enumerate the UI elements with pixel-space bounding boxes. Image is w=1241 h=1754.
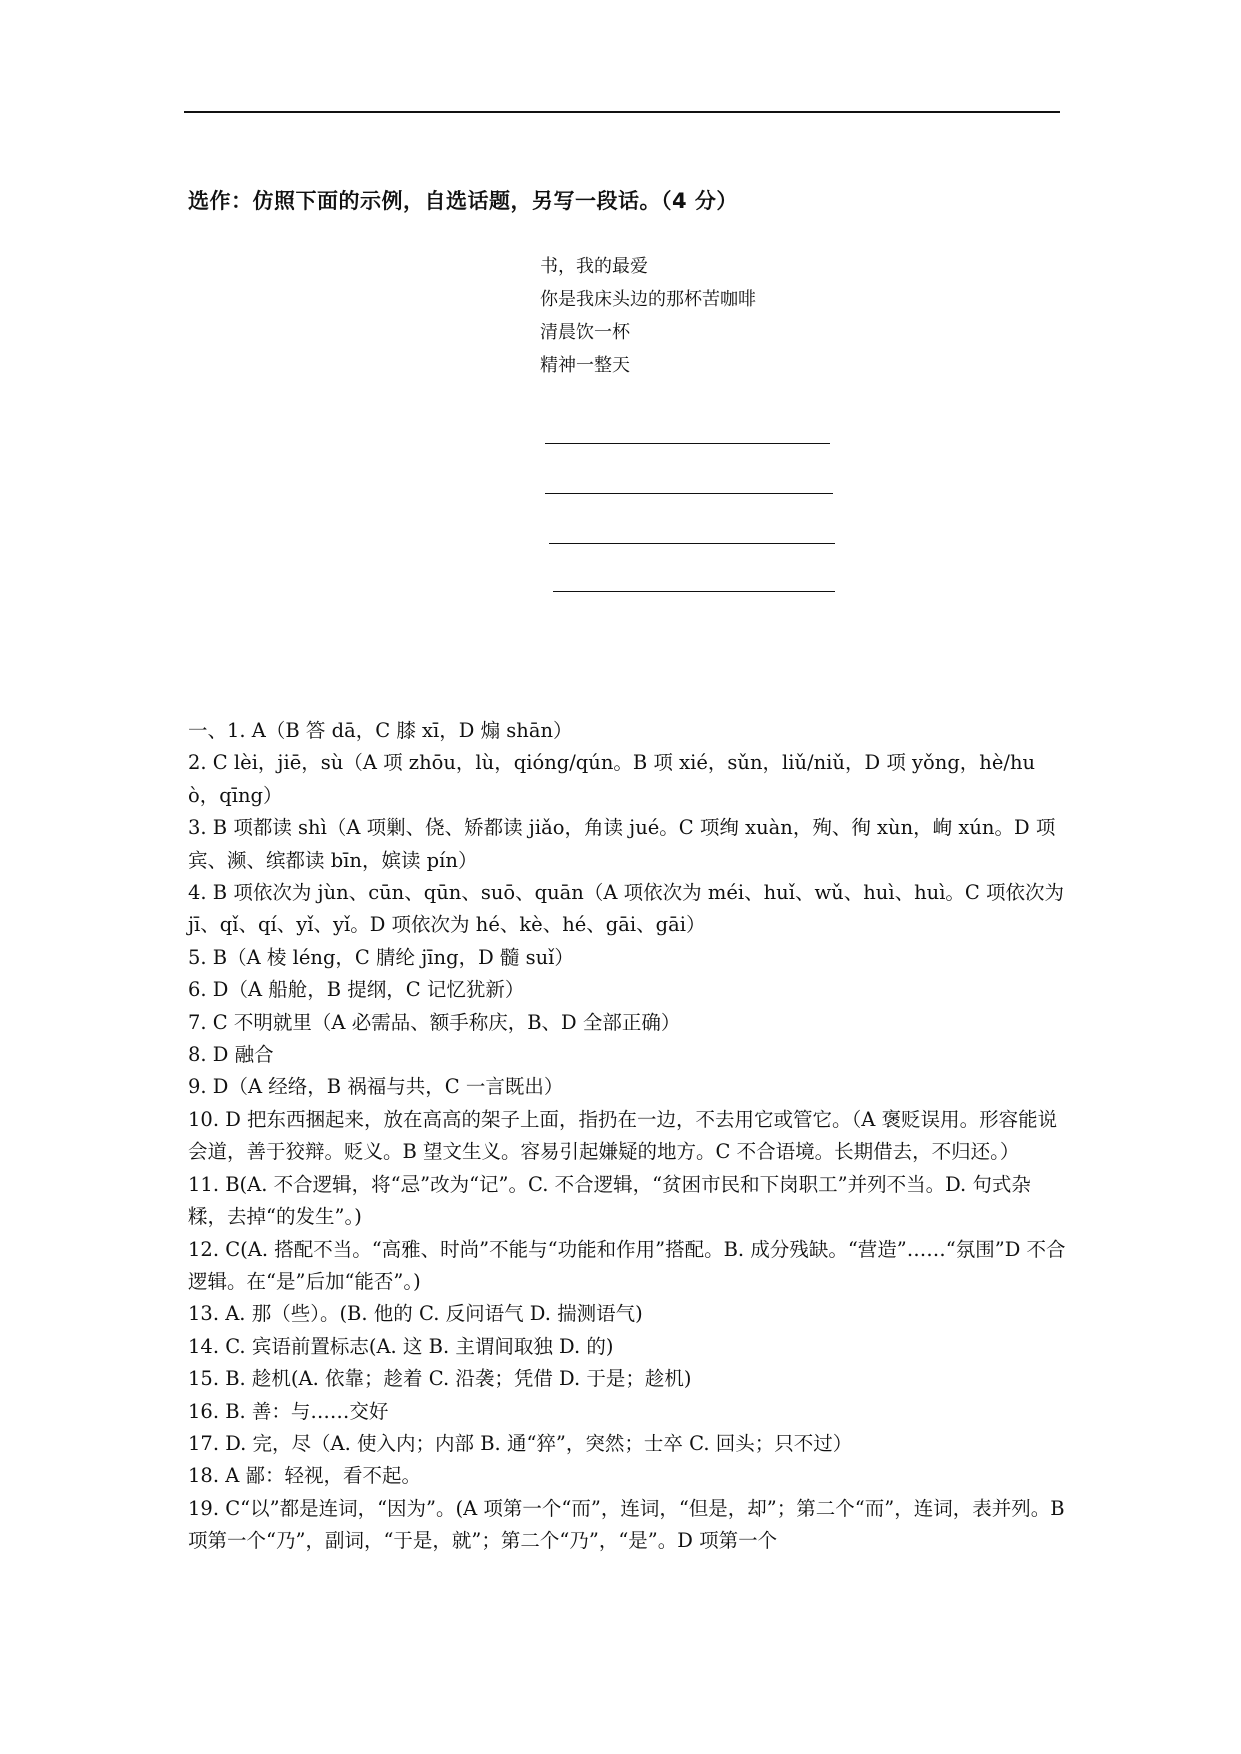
answer-item: 14. C. 宾语前置标志(A. 这 B. 主谓间取独 D. 的) — [188, 1334, 614, 1358]
poem-line: 清晨饮一杯 — [540, 322, 630, 343]
answer-item: 4. B 项依次为 jùn、cūn、qūn、suō、quān（A 项依次为 méi、huǐ、wǔ、huì、huì。C 项依次为 jī、qǐ、qí、yǐ、yǐ。D 项依次为 hé、kè、hé、gāi、gāi） — [188, 881, 1065, 937]
poem-line: 精神一整天 — [540, 355, 630, 376]
answer-item: 一、1. A（B 答 dā，C 膝 xī，D 煽 shān） — [188, 719, 573, 742]
answer-item: 8. D 融合 — [188, 1043, 274, 1067]
answer-blank-line[interactable] — [545, 443, 830, 444]
answer-item: 17. D. 完，尽（A. 使入内；内部 B. 通“猝”，突然；士卒 C. 回头；只不过） — [188, 1431, 853, 1455]
answer-blank-line[interactable] — [545, 493, 833, 494]
header-rule — [184, 111, 1060, 113]
answer-item: 5. B（A 棱 léng，C 腈纶 jīng，D 髓 suǐ） — [188, 945, 574, 969]
answer-item: 10. D 把东西捆起来，放在高高的架子上面，指扔在一边，不去用它或管它。（A 褒贬误用。形容能说会道，善于狡辩。贬义。B 望文生义。容易引起嫌疑的地方。C 不合语境。长期借去，不归还。） — [188, 1107, 1058, 1164]
question-heading: 选作：仿照下面的示例，自选话题，另写一段话。（4 分） — [188, 189, 738, 213]
answer-item: 18. A 鄙：轻视，看不起。 — [188, 1464, 421, 1488]
answer-item: 11. B(A. 不合逻辑，将“忌”改为“记”。C. 不合逻辑，“贫困市民和下岗职工”并列不当。D. 句式杂糅，去掉“的发生”。) — [188, 1172, 1031, 1229]
answer-item: 12. C(A. 搭配不当。“高雅、时尚”不能与“功能和作用”搭配。B. 成分残缺。“营造”……“氛围”D 不合逻辑。在“是”后加“能否”。) — [188, 1237, 1066, 1293]
answer-key — [188, 715, 1066, 1558]
answer-item: 9. D（A 经络，B 祸福与共，C 一言既出） — [188, 1075, 564, 1099]
answer-item: 13. A. 那（些）。(B. 他的 C. 反问语气 D. 揣测语气) — [188, 1302, 643, 1326]
answer-item: 19. C“以”都是连词，“因为”。(A 项第一个“而”，连词，“但是，却”；第二个“而”，连词，表并列。B 项第一个“乃”，副词，“于是，就”；第二个“乃”，“是”。D 项第一个 — [188, 1496, 1065, 1553]
answer-item: 3. B 项都读 shì（A 项剿、侥、矫都读 jiǎo，角读 jué。C 项绚 xuàn，殉、徇 xùn，峋 xún。D 项宾、濒、缤都读 bīn，嫔读 pín） — [188, 816, 1056, 872]
answer-item: 15. B. 趁机(A. 依靠；趁着 C. 沿袭；凭借 D. 于是；趁机) — [188, 1367, 692, 1391]
answer-item: 6. D（A 船舱，B 提纲，C 记忆犹新） — [188, 978, 525, 1002]
answer-blank-line[interactable] — [553, 591, 835, 592]
answer-item: 16. B. 善：与……交好 — [188, 1399, 389, 1423]
answer-item: 7. C 不明就里（A 必需品、额手称庆，B、D 全部正确） — [188, 1010, 681, 1034]
poem-line: 你是我床头边的那杯苦咖啡 — [540, 289, 756, 310]
poem-line: 书，我的最爱 — [540, 256, 648, 277]
answer-item: 2. C lèi，jiē，sù（A 项 zhōu，lù，qióng/qún。B 项 xié，sǔn，liǔ/niǔ，D 项 yǒng，hè/huò，qīng） — [188, 751, 1036, 807]
answer-blank-line[interactable] — [549, 543, 835, 544]
example-poem — [540, 250, 756, 382]
